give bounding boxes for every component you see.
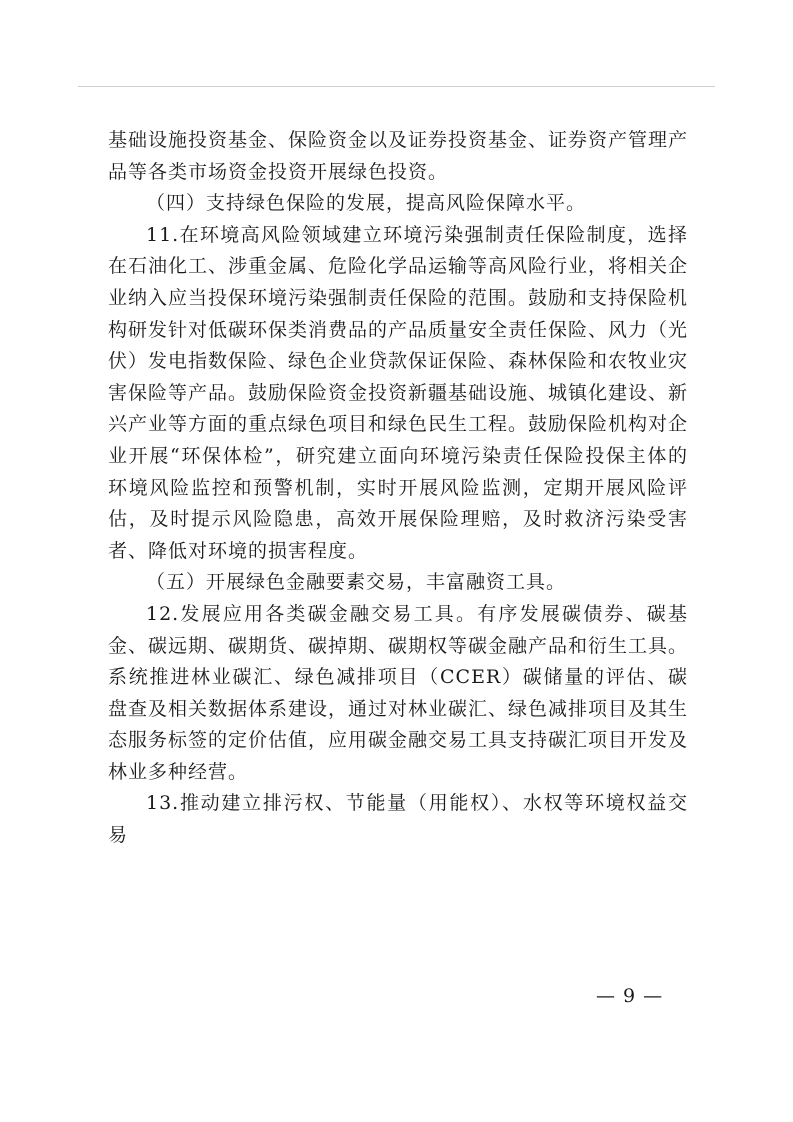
paragraph-item-12: 12.发展应用各类碳金融交易工具。有序发展碳债券、碳基金、碳远期、碳期货、碳掉期、碳期权等碳金融产品和衍生工具。系统推进林业碳汇、绿色减排项目（CCER）碳储量的评估、碳盘查及相关数据体系建设，通过对林业碳汇、绿色减排项目及其生态服务标签的定价估值，应用碳金融交易工具支持碳汇项目开发及林业多种经营。 <box>108 602 689 783</box>
paragraph-item-11: 11.在环境高风险领域建立环境污染强制责任保险制度，选择在石油化工、涉重金属、危险化学品运输等高风险行业，将相关企业纳入应当投保环境污染强制责任保险的范围。鼓励和支持保险机构研发针对低碳环保类消费品的产品质量安全责任保险、风力（光伏）发电指数保险、绿色企业贷款保证保险、森林保险和农牧业灾害保险等产品。鼓励保险资金投资新疆基础设施、城镇化建设、新兴产业等方面的重点绿色项目和绿色民生工程。鼓励保险机构对企业开展“环保体检”，研究建立面向环境污染责任保险投保主体的环境风险监控和预警机制，实时开展风险监测，定期开展风险评估，及时提示风险隐患，高效开展保险理赔，及时救济污染受害者、降低对环境的损害程度。 <box>108 223 689 562</box>
paragraph-item-13: 13.推动建立排污权、节能量（用能权）、水权等环境权益交易 <box>108 792 688 847</box>
document-body <box>108 125 688 852</box>
header-rule <box>78 86 715 87</box>
section-heading-4: （四）支持绿色保险的发展，提高风险保障水平。 <box>146 192 587 215</box>
paragraph-continued: 基础设施投资基金、保险资金以及证券投资基金、证券资产管理产品等各类市场资金投资开展绿色投资。 <box>108 129 689 183</box>
page-number: — 9 — <box>596 985 664 1007</box>
section-heading-5: （五）开展绿色金融要素交易，丰富融资工具。 <box>146 571 567 594</box>
